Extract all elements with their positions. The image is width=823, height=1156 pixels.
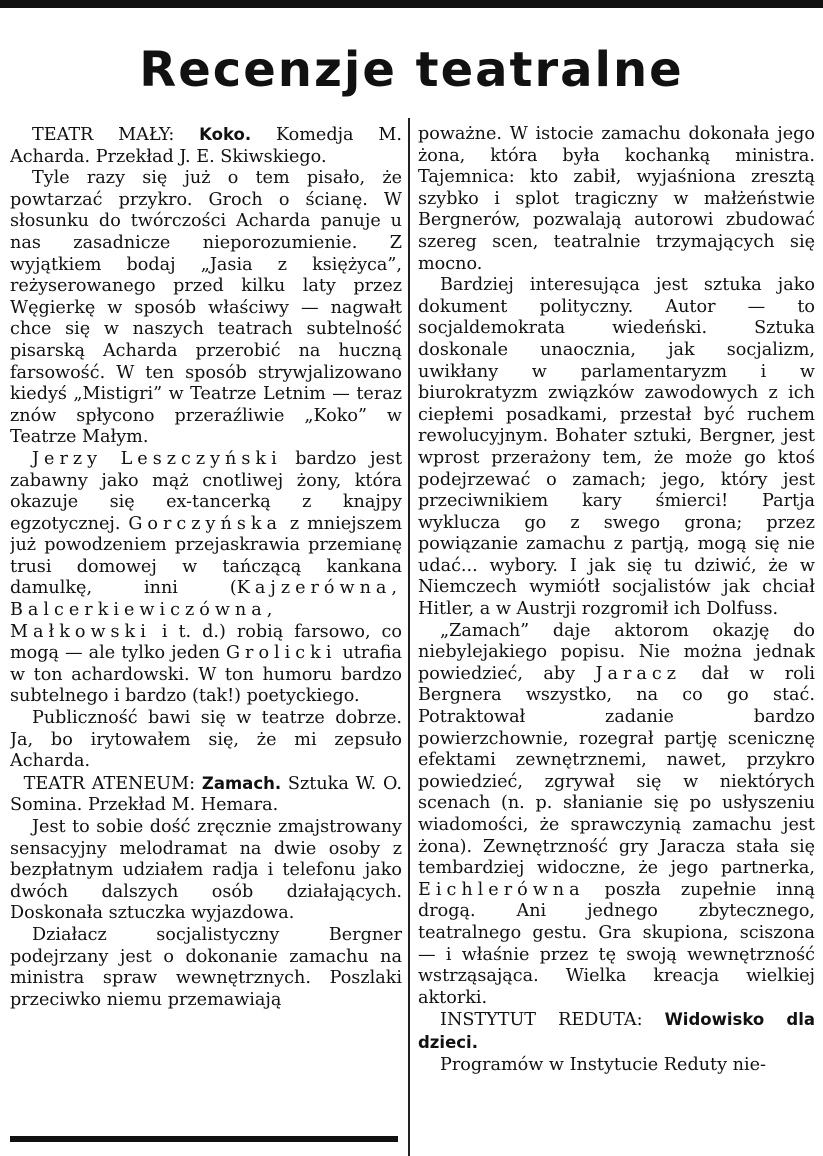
paragraph: Programów w Instytucie Reduty nie- xyxy=(440,1054,766,1075)
text-run: i t. d.) robią farsowo, co mogą — ale tylko jeden xyxy=(10,621,402,664)
play-title: Zamach. xyxy=(201,773,282,793)
paragraph: Działacz socjalistyczny Bergner podejrzany jest o dokonanie zamachu na ministra spraw wewnętrznych. Poszlaki przeciwko niemu przemawiają xyxy=(10,924,402,1010)
actor-name: Eichlerówna xyxy=(418,879,585,900)
reduta-heading xyxy=(418,1009,815,1054)
actor-name: Grolicki xyxy=(226,643,337,664)
play-credits: Sztuka W. O. Somina. Przekład M. Hemara. xyxy=(10,773,402,816)
text-run: poszła zupełnie inną drogą. Ani jednego zbytecznego, teatralnego gestu. Gra skupiona, sciszona — i właśnie przez tę swoją wewnętrzność wstrząsająca. Wielka kreacja wielkiej aktorki. xyxy=(418,879,815,1008)
actor-names: Kajzerówna, Balcerkiewiczówna, Małkowski xyxy=(10,578,402,642)
paragraph: Bardziej interesująca jest sztuka jako dokument polityczny. Autor — to socjaldemokrata wiedeński. Sztuka doskonale unaocznia, jak socjalizm, uwikłany w parlamentaryzm i w biurokratyzm związków zawodowych z ich ciepłemi posadkami, przestał być ruchem rewolucyjnym. Bohater sztuki, Bergner, jest wprost przerażony tem, że może go ktoś podejrzewać o zamach; jego, który jest przeciwnikiem kary śmierci! Partja wyklucza go z swego grona; przez powiązanie zamachu z partją, mogą się nie udać... wybory. I jak się tu dziwić, że w Niemczech wymiótł socjalistów jak chciał Hitler, a w Austrji rozgromił ich Dolfuss. xyxy=(418,275,815,620)
play-credits: Komedja M. Acharda. Przekład J. E. Skiwskiego. xyxy=(10,125,402,167)
actor-name: Gorczyńska xyxy=(128,513,283,534)
text-run: utrafia w ton achardowski. W ton humoru bardzo subtelnego i bardzo (tak!) poetyckiego. xyxy=(10,643,402,707)
text-run: z mniejszem już powodzeniem przejaskrawia przemianę trusi domowej w tańczącą kankana damulkę, inni ( xyxy=(10,513,402,599)
play-title: Koko. xyxy=(199,125,252,144)
ateneum-heading xyxy=(10,773,402,817)
play-title: Widowisko dla dzieci. xyxy=(418,1010,815,1052)
teatr-maly-heading xyxy=(10,124,402,168)
actor-name: Jerzy Leszczyński xyxy=(32,448,282,469)
top-rule xyxy=(0,0,823,8)
paragraph-actors xyxy=(418,621,815,1010)
text-run: dał w roli Bergnera wszystko, na co go stać. Potraktował zadanie bardzo powierzchownie, rozegrał partję scenicznę efektami zewnętrznemi, nawet, przykro powiedzieć, zgrywał się w niektórych scenach (n. p. słanianie się po usłyszeniu wiadomości, że sprawczynią zamachu jest żona). Zewnętrzność gry Jaracza stała się tembardziej widoczne, że jego partnerka, xyxy=(418,663,815,879)
theatre-name: TEATR ATENEUM: xyxy=(23,773,196,794)
text-run: bardzo jest zabawny jako mąż cnotliwej żony, która okazuje się ex-tancerką z knajpy egzotycznej. xyxy=(10,448,402,534)
paragraph: Tyle razy się już o tem pisało, że powtarzać przykro. Groch o ścianę. W słosunku do twórczości Acharda panuje u nas zasadnicze nieporozumienie. Z wyjątkiem bodaj „Jasia z księżyca”, reżyserowanego przed kilku laty przez Węgierkę w sposób właściwy — nagwałt chce się w naszych teatrach subtelność pisarską Acharda przerobić na huczną farsowość. W ten sposób strywjalizowano kiedyś „Mistigri” w Teatrze Letnim — teraz znów spłycono przeraźliwie „Koko” w Teatrze Małym. xyxy=(10,168,402,448)
paragraph-actors xyxy=(10,449,402,708)
bottom-rule xyxy=(10,1136,398,1142)
text-run: „Zamach” daje aktorom okazję do niebylejakiego popisu. Nie można jednak powiedzieć, aby xyxy=(418,620,815,684)
left-column xyxy=(10,124,402,1156)
theatre-name: INSTYTUT REDUTA: xyxy=(440,1010,643,1031)
column-divider xyxy=(408,118,410,1156)
paragraph: Jest to sobie dość zręcznie zmajstrowany sensacyjny melodramat na dwie osoby z bezpłatnym udziałem radja i telefonu jako dwóch dalszych osób działających. Doskonała sztuczka wyjazdowa. xyxy=(10,817,402,924)
actor-name: Jaracz xyxy=(595,663,682,684)
paragraph: Publiczność bawi się w teatrze dobrze. Ja, bo irytowałem się, że mi zepsuło Acharda. xyxy=(10,708,402,772)
page-title: Recenzje teatralne xyxy=(139,42,684,98)
paragraph-continued: poważne. W istocie zamachu dokonała jego żona, która była kochanką ministra. Tajemnica: kto zabił, wyjaśniona zresztą szybko i splot tragiczny w małżeństwie Bergnerów, pozwalają autorowi zbudować szereg scen, teatralnie trzymających się mocno. xyxy=(418,124,815,274)
theatre-name: TEATR MAŁY: xyxy=(32,125,175,145)
right-column xyxy=(418,124,815,1156)
